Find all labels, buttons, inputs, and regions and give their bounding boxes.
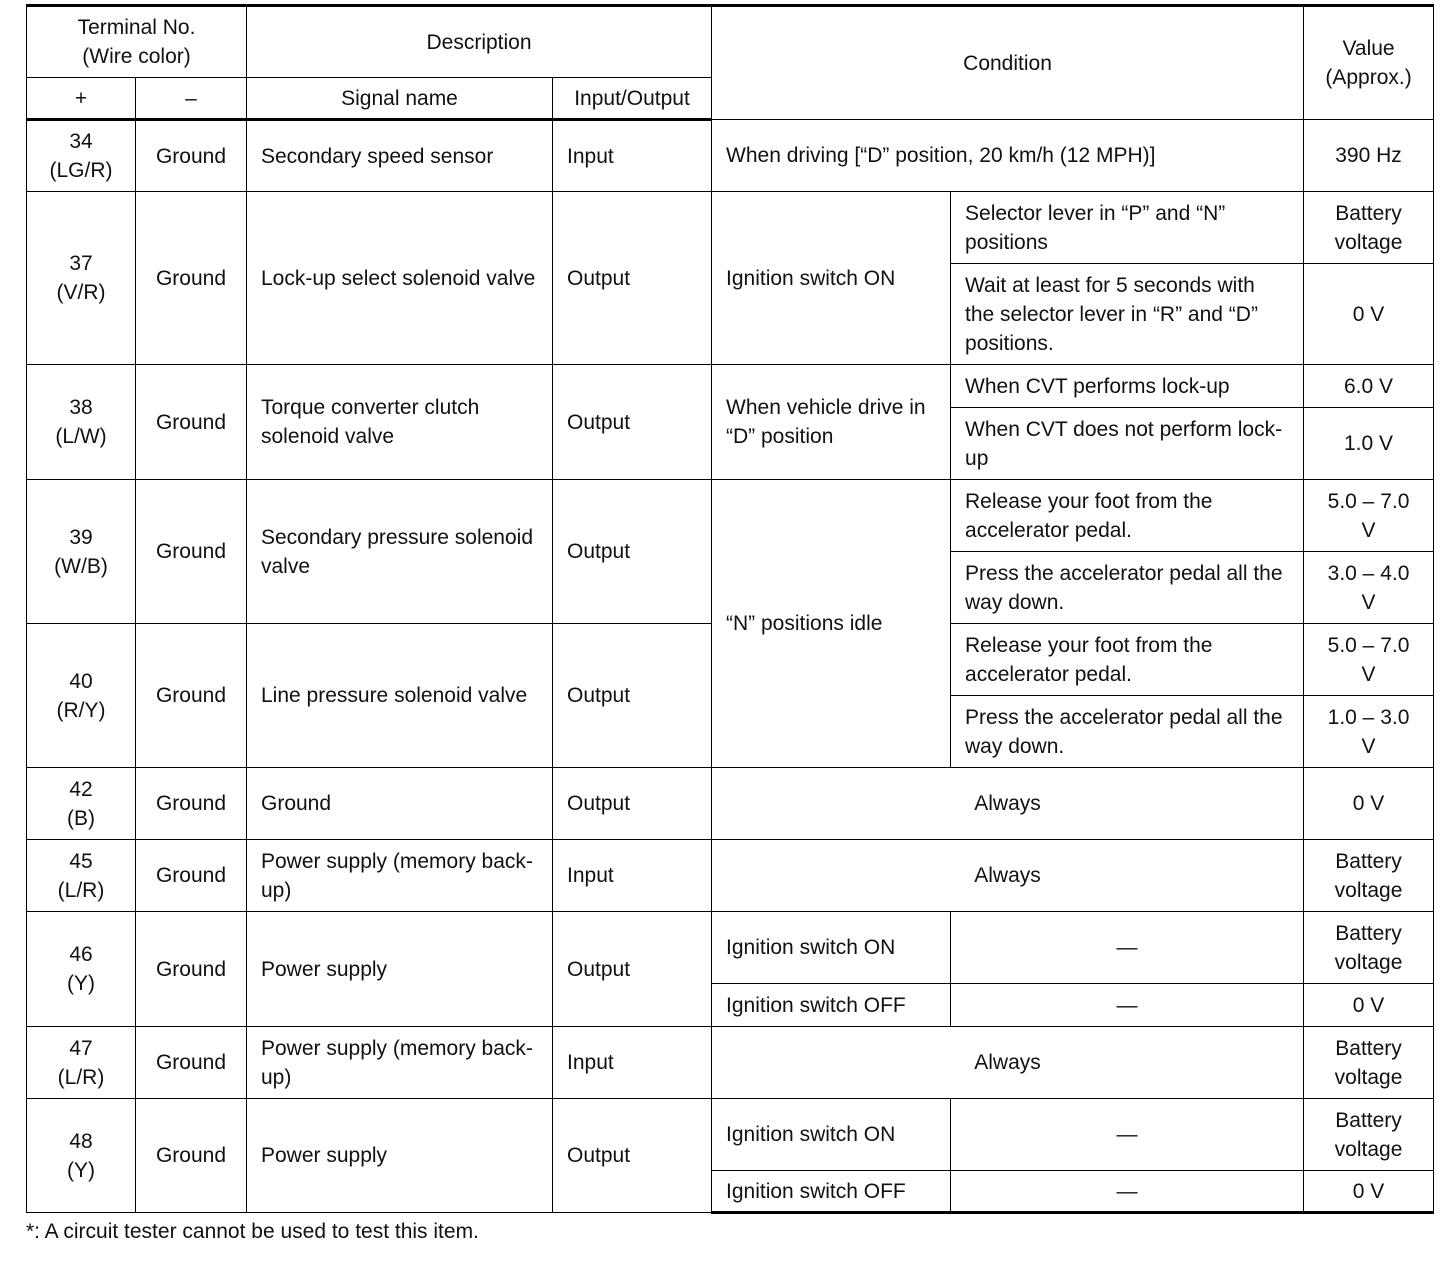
- terminal-cell: 42 (B): [27, 768, 136, 840]
- signal-cell: Power supply (memory back-up): [247, 840, 553, 912]
- condition-cell: Always: [712, 840, 1304, 912]
- signal-cell: Secondary speed sensor: [247, 120, 553, 192]
- sub-condition-cell: Selector lever in “P” and “N” positions: [951, 192, 1304, 264]
- io-cell: Input: [553, 120, 712, 192]
- value-cell: 5.0 – 7.0 V: [1304, 480, 1434, 552]
- minus-header: –: [136, 78, 247, 120]
- condition-cell: Ignition switch ON: [712, 192, 951, 365]
- io-cell: Output: [553, 768, 712, 840]
- minus-cell: Ground: [136, 1099, 247, 1213]
- terminal-cell: 38 (L/W): [27, 365, 136, 480]
- terminal-cell: 45 (L/R): [27, 840, 136, 912]
- sub-condition-cell: When CVT performs lock-up: [951, 365, 1304, 408]
- value-cell: Battery voltage: [1304, 1027, 1434, 1099]
- minus-cell: Ground: [136, 624, 247, 768]
- signal-cell: Power supply: [247, 912, 553, 1027]
- value-header: Value (Approx.): [1304, 6, 1434, 120]
- io-cell: Input: [553, 1027, 712, 1099]
- minus-cell: Ground: [136, 480, 247, 624]
- signal-cell: Ground: [247, 768, 553, 840]
- io-cell: Output: [553, 912, 712, 1027]
- io-cell: Output: [553, 480, 712, 624]
- sub-condition-cell: Press the accelerator pedal all the way down.: [951, 696, 1304, 768]
- io-cell: Output: [553, 365, 712, 480]
- terminal-header: Terminal No. (Wire color): [27, 6, 247, 78]
- condition-cell: Ignition switch OFF: [712, 1171, 951, 1213]
- input-output-header: Input/Output: [553, 78, 712, 120]
- dash-cell: —: [951, 912, 1304, 984]
- table-row: [27, 1099, 1434, 1171]
- minus-cell: Ground: [136, 1027, 247, 1099]
- minus-cell: Ground: [136, 120, 247, 192]
- value-cell: 0 V: [1304, 768, 1434, 840]
- condition-cell: Always: [712, 1027, 1304, 1099]
- sub-condition-cell: Press the accelerator pedal all the way down.: [951, 552, 1304, 624]
- value-cell: 0 V: [1304, 264, 1434, 365]
- sub-condition-cell: When CVT does not perform lock-up: [951, 408, 1304, 480]
- terminal-cell: 47 (L/R): [27, 1027, 136, 1099]
- terminal-cell: 46 (Y): [27, 912, 136, 1027]
- dash-cell: —: [951, 984, 1304, 1027]
- signal-cell: Lock-up select solenoid valve: [247, 192, 553, 365]
- table-row: [27, 840, 1434, 912]
- minus-cell: Ground: [136, 840, 247, 912]
- value-cell: 0 V: [1304, 1171, 1434, 1213]
- description-header: Description: [247, 6, 712, 78]
- io-cell: Output: [553, 624, 712, 768]
- value-cell: Battery voltage: [1304, 912, 1434, 984]
- table-row: [27, 768, 1434, 840]
- value-cell: 0 V: [1304, 984, 1434, 1027]
- condition-cell: Ignition switch ON: [712, 912, 951, 984]
- minus-cell: Ground: [136, 192, 247, 365]
- table-row: [27, 120, 1434, 192]
- sub-condition-cell: Release your foot from the accelerator pedal.: [951, 624, 1304, 696]
- terminal-cell: 40 (R/Y): [27, 624, 136, 768]
- terminal-spec-table: [26, 4, 1434, 1214]
- table-row: [27, 192, 1434, 264]
- value-cell: 5.0 – 7.0 V: [1304, 624, 1434, 696]
- io-cell: Output: [553, 192, 712, 365]
- signal-cell: Line pressure solenoid valve: [247, 624, 553, 768]
- value-cell: Battery voltage: [1304, 840, 1434, 912]
- table-row: [27, 912, 1434, 984]
- dash-cell: —: [951, 1099, 1304, 1171]
- dash-cell: —: [951, 1171, 1304, 1213]
- value-cell: 1.0 – 3.0 V: [1304, 696, 1434, 768]
- minus-cell: Ground: [136, 365, 247, 480]
- signal-cell: Torque converter clutch solenoid valve: [247, 365, 553, 480]
- condition-cell: Ignition switch ON: [712, 1099, 951, 1171]
- minus-cell: Ground: [136, 768, 247, 840]
- value-cell: Battery voltage: [1304, 192, 1434, 264]
- condition-cell: Ignition switch OFF: [712, 984, 951, 1027]
- footnote: *: A circuit tester cannot be used to test this item.: [26, 1220, 479, 1243]
- value-cell: 3.0 – 4.0 V: [1304, 552, 1434, 624]
- io-cell: Output: [553, 1099, 712, 1213]
- signal-name-header: Signal name: [247, 78, 553, 120]
- value-cell: 6.0 V: [1304, 365, 1434, 408]
- sub-condition-cell: Wait at least for 5 seconds with the selector lever in “R” and “D” positions.: [951, 264, 1304, 365]
- condition-cell: When vehicle drive in “D” position: [712, 365, 951, 480]
- table-row: [27, 480, 1434, 552]
- terminal-cell: 48 (Y): [27, 1099, 136, 1213]
- signal-cell: Power supply: [247, 1099, 553, 1213]
- plus-header: +: [27, 78, 136, 120]
- minus-cell: Ground: [136, 912, 247, 1027]
- sub-condition-cell: Release your foot from the accelerator pedal.: [951, 480, 1304, 552]
- signal-cell: Power supply (memory back-up): [247, 1027, 553, 1099]
- signal-cell: Secondary pressure solenoid valve: [247, 480, 553, 624]
- terminal-cell: 37 (V/R): [27, 192, 136, 365]
- condition-cell: Always: [712, 768, 1304, 840]
- terminal-cell: 34 (LG/R): [27, 120, 136, 192]
- value-cell: 1.0 V: [1304, 408, 1434, 480]
- table-row: [27, 1027, 1434, 1099]
- condition-header: Condition: [712, 6, 1304, 120]
- condition-cell: “N” positions idle: [712, 480, 951, 768]
- value-cell: Battery voltage: [1304, 1099, 1434, 1171]
- condition-cell: When driving [“D” position, 20 km/h (12 MPH)]: [712, 120, 1304, 192]
- value-cell: 390 Hz: [1304, 120, 1434, 192]
- table-row: [27, 365, 1434, 408]
- io-cell: Input: [553, 840, 712, 912]
- terminal-cell: 39 (W/B): [27, 480, 136, 624]
